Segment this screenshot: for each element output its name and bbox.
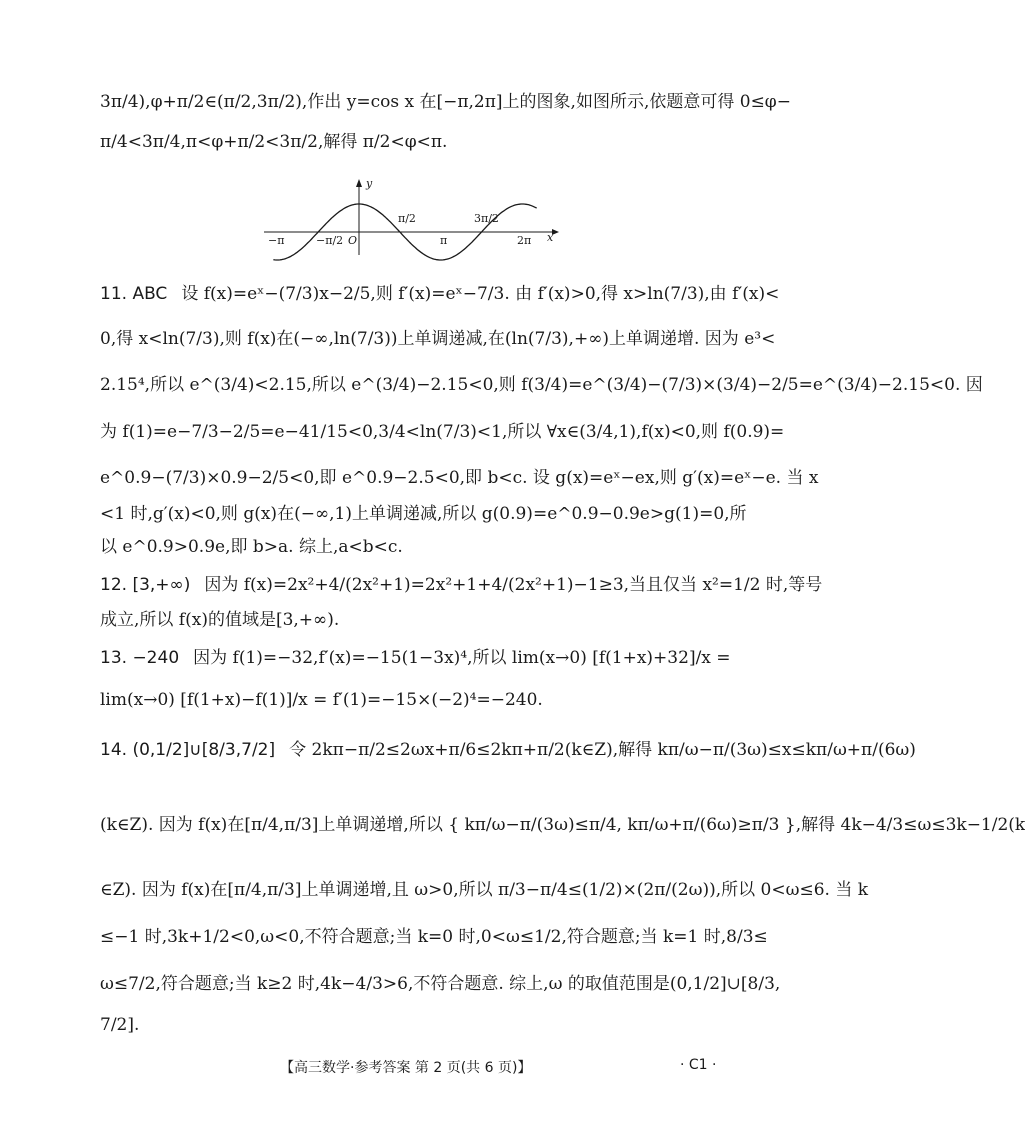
q14-line-5: ω≤7/2,符合题意;当 k≥2 时,4k−4/3>6,不符合题意. 综上,ω 的取值范围是(0,1/2]∪[8/3, <box>100 974 781 994</box>
q13-answer: 13. −240 <box>100 648 180 668</box>
q11-line-4: 为 f(1)=e−7/3−2/5=e−41/15<0,3/4<ln(7/3)<1,所以 ∀x∈(3/4,1),f(x)<0,则 f(0.9)= <box>100 422 785 442</box>
q11-line-2: 0,得 x<ln(7/3),则 f(x)在(−∞,ln(7/3))上单调递减,在(ln(7/3),+∞)上单调递增. 因为 e³< <box>100 329 776 349</box>
origin-label: O <box>348 234 358 247</box>
q12-answer: 12. [3,+∞) <box>100 575 191 595</box>
q11-line-6: <1 时,g′(x)<0,则 g(x)在(−∞,1)上单调递减,所以 g(0.9)=e^0.9−0.9e>g(1)=0,所 <box>100 504 747 524</box>
footer-text: 【高三数学·参考答案 第 2 页(共 6 页)】 <box>280 1060 532 1076</box>
q11-line-5: e^0.9−(7/3)×0.9−2/5<0,即 e^0.9−2.5<0,即 b<c. 设 g(x)=eˣ−ex,则 g′(x)=eˣ−e. 当 x <box>100 468 819 488</box>
tick-two-pi: 2π <box>517 234 532 247</box>
q11-line-1: 11. ABC 设 f(x)=eˣ−(7/3)x−2/5,则 f′(x)=eˣ−7/3. 由 f′(x)>0,得 x>ln(7/3),由 f′(x)< <box>100 284 780 304</box>
q13-line-2: lim(x→0) [f(1+x)−f(1)]/x = f′(1)=−15×(−2)⁴=−240. <box>100 690 543 710</box>
tick-neg-pi: −π <box>268 234 285 247</box>
tick-pi: π <box>440 234 448 247</box>
y-axis-arrow <box>356 179 362 187</box>
q11-line-3: 2.15⁴,所以 e^(3/4)<2.15,所以 e^(3/4)−2.15<0,则 f(3/4)=e^(3/4)−(7/3)×(3/4)−2/5=e^(3/4)−2.15<0. 因 <box>100 375 983 395</box>
q14-line-1: 14. (0,1/2]∪[8/3,7/2] 令 2kπ−π/2≤2ωx+π/6≤2kπ+π/2(k∈Z),解得 kπ/ω−π/(3ω)≤x≤kπ/ω+π/(6ω) <box>100 740 916 760</box>
q12-line-2: 成立,所以 f(x)的值域是[3,+∞). <box>100 610 340 630</box>
q11-line-7: 以 e^0.9>0.9e,即 b>a. 综上,a<b<c. <box>100 537 403 557</box>
page-footer <box>280 1057 717 1077</box>
q14-answer: 14. (0,1/2]∪[8/3,7/2] <box>100 740 276 760</box>
q12-line-1: 12. [3,+∞) 因为 f(x)=2x²+4/(2x²+1)=2x²+1+4/(2x²+1)−1≥3,当且仅当 x²=1/2 时,等号 <box>100 575 823 595</box>
cosine-graph <box>262 175 562 257</box>
q11-answer: 11. ABC <box>100 284 168 304</box>
q14-line-4: ≤−1 时,3k+1/2<0,ω<0,不符合题意;当 k=0 时,0<ω≤1/2,符合题意;当 k=1 时,8/3≤ <box>100 927 768 947</box>
q14-line-6: 7/2]. <box>100 1015 140 1035</box>
mark-three-half-pi: 3π/2 <box>474 212 499 225</box>
continuation-line-1: 3π/4),φ+π/2∈(π/2,3π/2),作出 y=cos x 在[−π,2π]上的图象,如图所示,依题意可得 0≤φ− <box>100 92 791 112</box>
q14-line-2: (k∈Z). 因为 f(x)在[π/4,π/3]上单调递增,所以 { kπ/ω−π/(3ω)≤π/4, kπ/ω+π/(6ω)≥π/3 },解得 4k−4/3≤ω≤3k−1/2(k <box>100 815 1025 835</box>
q14-line-3: ∈Z). 因为 f(x)在[π/4,π/3]上单调递增,且 ω>0,所以 π/3−π/4≤(1/2)×(2π/(2ω)),所以 0<ω≤6. 当 k <box>100 880 869 900</box>
tick-neg-half-pi: −π/2 <box>316 234 344 247</box>
continuation-line-2: π/4<3π/4,π<φ+π/2<3π/2,解得 π/2<φ<π. <box>100 132 448 152</box>
q13-line-1: 13. −240 因为 f(1)=−32,f′(x)=−15(1−3x)⁴,所以 lim(x→0) [f(1+x)+32]/x = <box>100 648 731 668</box>
x-axis-label: x <box>547 231 554 244</box>
y-axis-label: y <box>366 177 373 190</box>
mark-half-pi: π/2 <box>398 212 416 225</box>
page-code: · C1 · <box>680 1057 717 1073</box>
